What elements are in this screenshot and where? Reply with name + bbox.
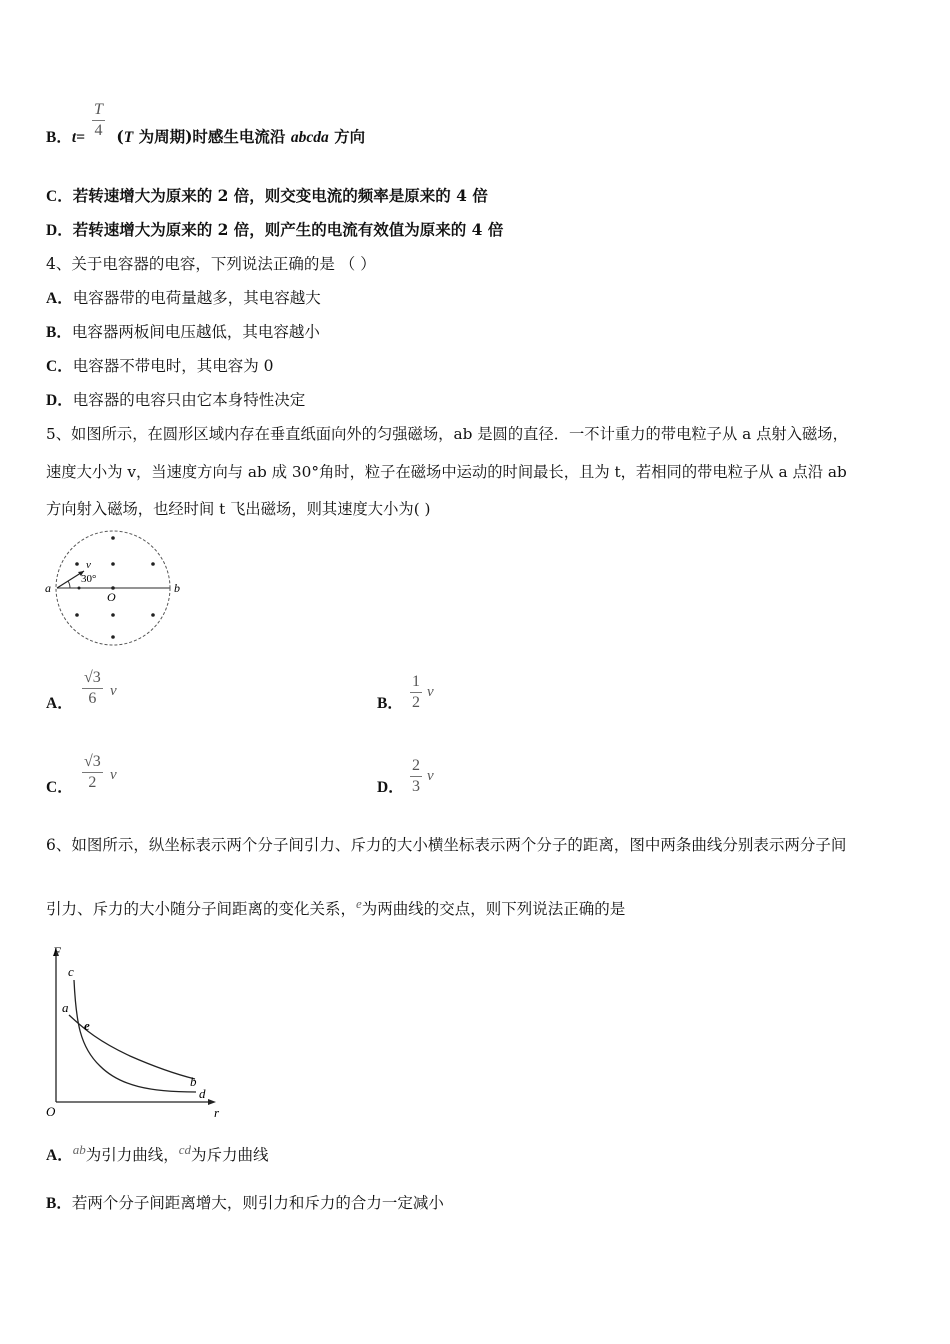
option-label: C．	[46, 358, 73, 375]
intersection-symbol: e	[356, 896, 362, 911]
option-text: 若两个分子间距离增大，则引力和斥力的合力一定减小	[71, 1194, 444, 1212]
option-label: B．	[46, 1195, 72, 1212]
center-o-label: O	[107, 590, 116, 604]
angle-label: 30°	[81, 573, 97, 585]
q4-option-c	[46, 356, 274, 377]
option-text: 若转速增大为原来的 2 倍，则产生的电流有效值为原来的 4 倍	[72, 220, 504, 239]
option-label: B．	[46, 324, 72, 341]
option-label: C．	[46, 779, 73, 796]
fraction-numerator: √3	[82, 752, 103, 773]
angle-arc	[68, 581, 70, 588]
q5-stem-line3: 方向射入磁场，也经时间 t 飞出磁场，则其速度大小为( )	[46, 500, 431, 518]
option-label: D．	[46, 392, 73, 409]
option-text: 为斥力曲线	[191, 1146, 269, 1164]
q6-option-a	[46, 1142, 269, 1166]
period-symbol: T	[123, 129, 134, 146]
q5-option-b-var: v	[427, 684, 434, 700]
intersection-e-label: e	[84, 1018, 90, 1033]
q4-option-d	[46, 390, 305, 411]
stem-text: 为两曲线的交点，则下列说法正确的是	[361, 900, 626, 918]
q5-option-b-label	[377, 693, 403, 714]
option-label: B．	[46, 129, 72, 146]
point-a-label: a	[45, 581, 51, 595]
option-text: 为引力曲线，	[85, 1146, 179, 1164]
option-label: A．	[46, 290, 73, 307]
q3-option-c	[46, 186, 488, 207]
q5-option-a-label	[46, 693, 73, 714]
q5-option-d-var: v	[427, 768, 434, 784]
option-text: 为周期)时感生电流沿	[133, 127, 291, 146]
fraction-denominator: 2	[412, 694, 420, 711]
q3-option-d	[46, 220, 503, 241]
fraction-denominator: 6	[88, 690, 97, 707]
t-equals: t=	[71, 129, 85, 146]
fraction-numerator: 1	[410, 672, 422, 693]
q4-option-b	[46, 322, 320, 343]
option-text: 方向	[328, 127, 366, 146]
option-text: 若转速增大为原来的 2 倍，则交变电流的频率是原来的 4 倍	[72, 186, 488, 205]
fraction-numerator: T	[92, 100, 105, 121]
q5-stem-line2: 速度大小为 v，当速度方向与 ab 成 30°角时，粒子在磁场中运动的时间最长，且为 t，若相同的带电粒子从 a 点沿 ab	[46, 463, 847, 481]
q5-option-d-label	[377, 777, 404, 798]
q3-option-b	[46, 127, 365, 148]
q5-stem-line1: 5、如图所示，在圆形区域内存在垂直纸面向外的匀强磁场，ab 是圆的直径．一不计重力的带电粒子从 a 点射入磁场，	[46, 425, 848, 443]
r-axis-label: r	[214, 1105, 220, 1120]
paren: (	[110, 127, 124, 146]
option-label: D．	[377, 779, 404, 796]
curve-a-label: a	[62, 1000, 69, 1015]
stem-text: 引力、斥力的大小随分子间距离的变化关系，	[46, 900, 357, 918]
option-label: B．	[377, 695, 403, 712]
q5-option-d-fraction	[410, 756, 422, 797]
q5-option-c-fraction	[82, 752, 103, 793]
abcda: abcda	[290, 129, 329, 146]
option-text: 电容器两板间电压越低，其电容越小	[71, 323, 320, 341]
curve-c-label: c	[68, 964, 74, 979]
option-label: A．	[46, 1147, 73, 1164]
option-text: 电容器不带电时，其电容为 0	[72, 357, 274, 375]
q6-stem-line1: 6、如图所示，纵坐标表示两个分子间引力、斥力的大小横坐标表示两个分子的距离，图中两条曲线分别表示两分子间	[46, 836, 847, 854]
q5-option-a-var: v	[110, 683, 117, 699]
q6-stem-line2	[46, 896, 626, 920]
q4-option-a	[46, 288, 321, 309]
fraction-numerator: 2	[410, 756, 422, 777]
q6-option-b	[46, 1193, 444, 1214]
fraction-denominator: 4	[94, 122, 103, 139]
f-axis-label: F	[53, 944, 61, 959]
q5-option-a-fraction	[82, 668, 103, 709]
option-label: A．	[46, 695, 73, 712]
magnetic-field-circle-figure	[40, 528, 200, 650]
velocity-label: v	[86, 559, 91, 571]
fraction-denominator: 2	[88, 774, 97, 791]
repulsion-curve-cd	[74, 980, 196, 1092]
curve-ab-symbol: ab	[72, 1142, 86, 1157]
option-label: C．	[46, 188, 73, 205]
curve-d-label: d	[199, 1086, 206, 1101]
molecular-force-graph	[40, 942, 230, 1120]
curve-b-label: b	[190, 1074, 197, 1089]
curve-cd-symbol: cd	[178, 1142, 191, 1157]
option-text: 电容器的电容只由它本身特性决定	[72, 391, 306, 409]
fraction-numerator: √3	[82, 668, 103, 689]
q4-stem: 4、关于电容器的电容，下列说法正确的是 （ ）	[46, 255, 376, 273]
q5-option-b-fraction	[410, 672, 422, 713]
option-text: 电容器带的电荷量越多，其电容越大	[72, 289, 321, 307]
q5-option-c-label	[46, 777, 73, 798]
origin-label: O	[46, 1104, 56, 1119]
point-b-label: b	[174, 581, 180, 595]
option-label: D．	[46, 222, 73, 239]
fraction-denominator: 3	[412, 778, 420, 795]
q5-option-c-var: v	[110, 767, 117, 783]
